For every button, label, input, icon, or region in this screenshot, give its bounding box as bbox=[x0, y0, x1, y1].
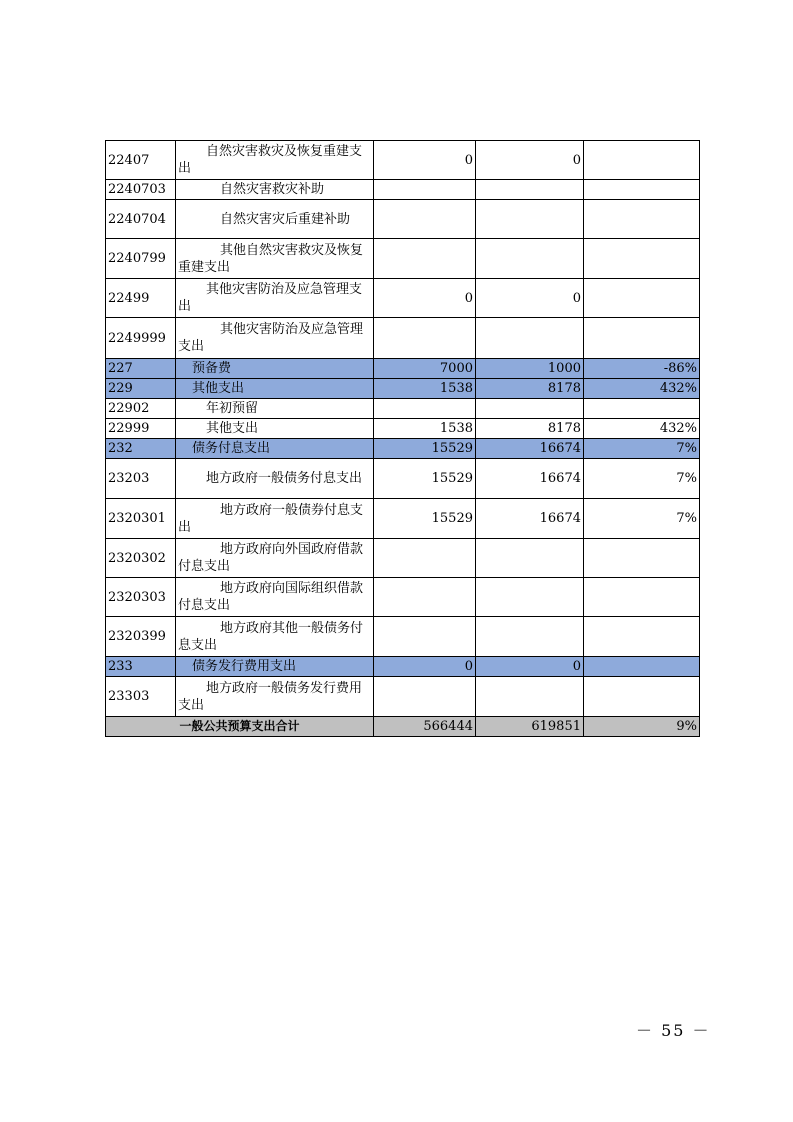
row-value-2: 16674 bbox=[476, 459, 584, 499]
row-value-2: 16674 bbox=[476, 439, 584, 459]
row-value-2: 1000 bbox=[476, 359, 584, 379]
row-change bbox=[584, 279, 700, 318]
row-name: 自然灾害灾后重建补助 bbox=[176, 200, 374, 239]
row-change bbox=[584, 200, 700, 239]
row-name: 地方政府一般债券付息支出 bbox=[176, 499, 374, 539]
row-value-1 bbox=[374, 617, 476, 657]
row-name: 自然灾害救灾及恢复重建支出 bbox=[176, 141, 374, 180]
total-label: 一般公共预算支出合计 bbox=[106, 717, 374, 737]
row-name: 地方政府向外国政府借款付息支出 bbox=[176, 539, 374, 578]
row-value-2 bbox=[476, 677, 584, 717]
row-code: 2320303 bbox=[106, 578, 176, 617]
row-value-2: 0 bbox=[476, 657, 584, 677]
row-change: 7% bbox=[584, 459, 700, 499]
table-row bbox=[106, 239, 700, 279]
row-value-1 bbox=[374, 677, 476, 717]
row-change bbox=[584, 180, 700, 200]
row-value-2: 0 bbox=[476, 279, 584, 318]
row-value-1 bbox=[374, 200, 476, 239]
row-value-1: 15529 bbox=[374, 499, 476, 539]
row-code: 22499 bbox=[106, 279, 176, 318]
row-value-1 bbox=[374, 180, 476, 200]
row-change bbox=[584, 399, 700, 419]
total-change: 9% bbox=[584, 717, 700, 737]
row-value-2 bbox=[476, 180, 584, 200]
table-row bbox=[106, 499, 700, 539]
table-row bbox=[106, 419, 700, 439]
budget-expenditure-table bbox=[105, 140, 700, 737]
row-change bbox=[584, 539, 700, 578]
row-name: 自然灾害救灾补助 bbox=[176, 180, 374, 200]
row-name: 地方政府其他一般债务付息支出 bbox=[176, 617, 374, 657]
row-code: 22407 bbox=[106, 141, 176, 180]
row-code: 22902 bbox=[106, 399, 176, 419]
row-value-1 bbox=[374, 318, 476, 359]
row-value-1 bbox=[374, 399, 476, 419]
table-row bbox=[106, 200, 700, 239]
table-row bbox=[106, 180, 700, 200]
row-value-2 bbox=[476, 200, 584, 239]
table-row bbox=[106, 578, 700, 617]
row-change bbox=[584, 239, 700, 279]
table-row bbox=[106, 539, 700, 578]
row-value-2: 8178 bbox=[476, 379, 584, 399]
row-value-1: 1538 bbox=[374, 379, 476, 399]
row-value-1: 1538 bbox=[374, 419, 476, 439]
row-name: 地方政府一般债务付息支出 bbox=[176, 459, 374, 499]
row-name: 其他支出 bbox=[176, 419, 374, 439]
row-value-2 bbox=[476, 617, 584, 657]
row-name: 地方政府一般债务发行费用支出 bbox=[176, 677, 374, 717]
table-row bbox=[106, 677, 700, 717]
row-name: 债务发行费用支出 bbox=[176, 657, 374, 677]
row-change: 432% bbox=[584, 419, 700, 439]
row-name: 预备费 bbox=[176, 359, 374, 379]
table-row bbox=[106, 459, 700, 499]
row-value-1: 7000 bbox=[374, 359, 476, 379]
row-change: 432% bbox=[584, 379, 700, 399]
row-name: 地方政府向国际组织借款付息支出 bbox=[176, 578, 374, 617]
row-change bbox=[584, 677, 700, 717]
row-value-1 bbox=[374, 578, 476, 617]
row-name: 其他灾害防治及应急管理支出 bbox=[176, 318, 374, 359]
row-code: 22999 bbox=[106, 419, 176, 439]
row-value-1 bbox=[374, 539, 476, 578]
row-value-2: 0 bbox=[476, 141, 584, 180]
total-value-2: 619851 bbox=[476, 717, 584, 737]
row-value-2 bbox=[476, 578, 584, 617]
table-row bbox=[106, 439, 700, 459]
row-value-1: 0 bbox=[374, 657, 476, 677]
row-name: 其他支出 bbox=[176, 379, 374, 399]
row-value-1: 0 bbox=[374, 279, 476, 318]
row-value-1: 15529 bbox=[374, 459, 476, 499]
row-change: 7% bbox=[584, 439, 700, 459]
row-code: 2240799 bbox=[106, 239, 176, 279]
row-value-1: 15529 bbox=[374, 439, 476, 459]
row-code: 229 bbox=[106, 379, 176, 399]
row-change bbox=[584, 141, 700, 180]
row-change bbox=[584, 578, 700, 617]
row-change bbox=[584, 617, 700, 657]
table-row bbox=[106, 141, 700, 180]
row-value-2 bbox=[476, 239, 584, 279]
row-name: 债务付息支出 bbox=[176, 439, 374, 459]
table-row bbox=[106, 617, 700, 657]
row-code: 2240704 bbox=[106, 200, 176, 239]
table-row bbox=[106, 318, 700, 359]
table-row bbox=[106, 359, 700, 379]
row-value-2 bbox=[476, 399, 584, 419]
total-row bbox=[106, 717, 700, 737]
table-row bbox=[106, 379, 700, 399]
row-name: 其他灾害防治及应急管理支出 bbox=[176, 279, 374, 318]
row-code: 23303 bbox=[106, 677, 176, 717]
row-code: 2320301 bbox=[106, 499, 176, 539]
row-code: 23203 bbox=[106, 459, 176, 499]
row-value-2 bbox=[476, 318, 584, 359]
row-name: 其他自然灾害救灾及恢复重建支出 bbox=[176, 239, 374, 279]
row-value-2 bbox=[476, 539, 584, 578]
total-value-1: 566444 bbox=[374, 717, 476, 737]
row-code: 2320399 bbox=[106, 617, 176, 657]
row-code: 233 bbox=[106, 657, 176, 677]
table-row bbox=[106, 399, 700, 419]
row-code: 232 bbox=[106, 439, 176, 459]
row-code: 2240703 bbox=[106, 180, 176, 200]
row-value-1 bbox=[374, 239, 476, 279]
row-value-2: 8178 bbox=[476, 419, 584, 439]
row-change bbox=[584, 657, 700, 677]
table-row bbox=[106, 657, 700, 677]
row-change: -86% bbox=[584, 359, 700, 379]
row-change: 7% bbox=[584, 499, 700, 539]
row-value-2: 16674 bbox=[476, 499, 584, 539]
table-row bbox=[106, 279, 700, 318]
row-code: 227 bbox=[106, 359, 176, 379]
row-code: 2320302 bbox=[106, 539, 176, 578]
row-value-1: 0 bbox=[374, 141, 476, 180]
row-name: 年初预留 bbox=[176, 399, 374, 419]
page-number: － 55 － bbox=[636, 1021, 711, 1040]
row-code: 2249999 bbox=[106, 318, 176, 359]
table-body bbox=[106, 141, 700, 717]
row-change bbox=[584, 318, 700, 359]
